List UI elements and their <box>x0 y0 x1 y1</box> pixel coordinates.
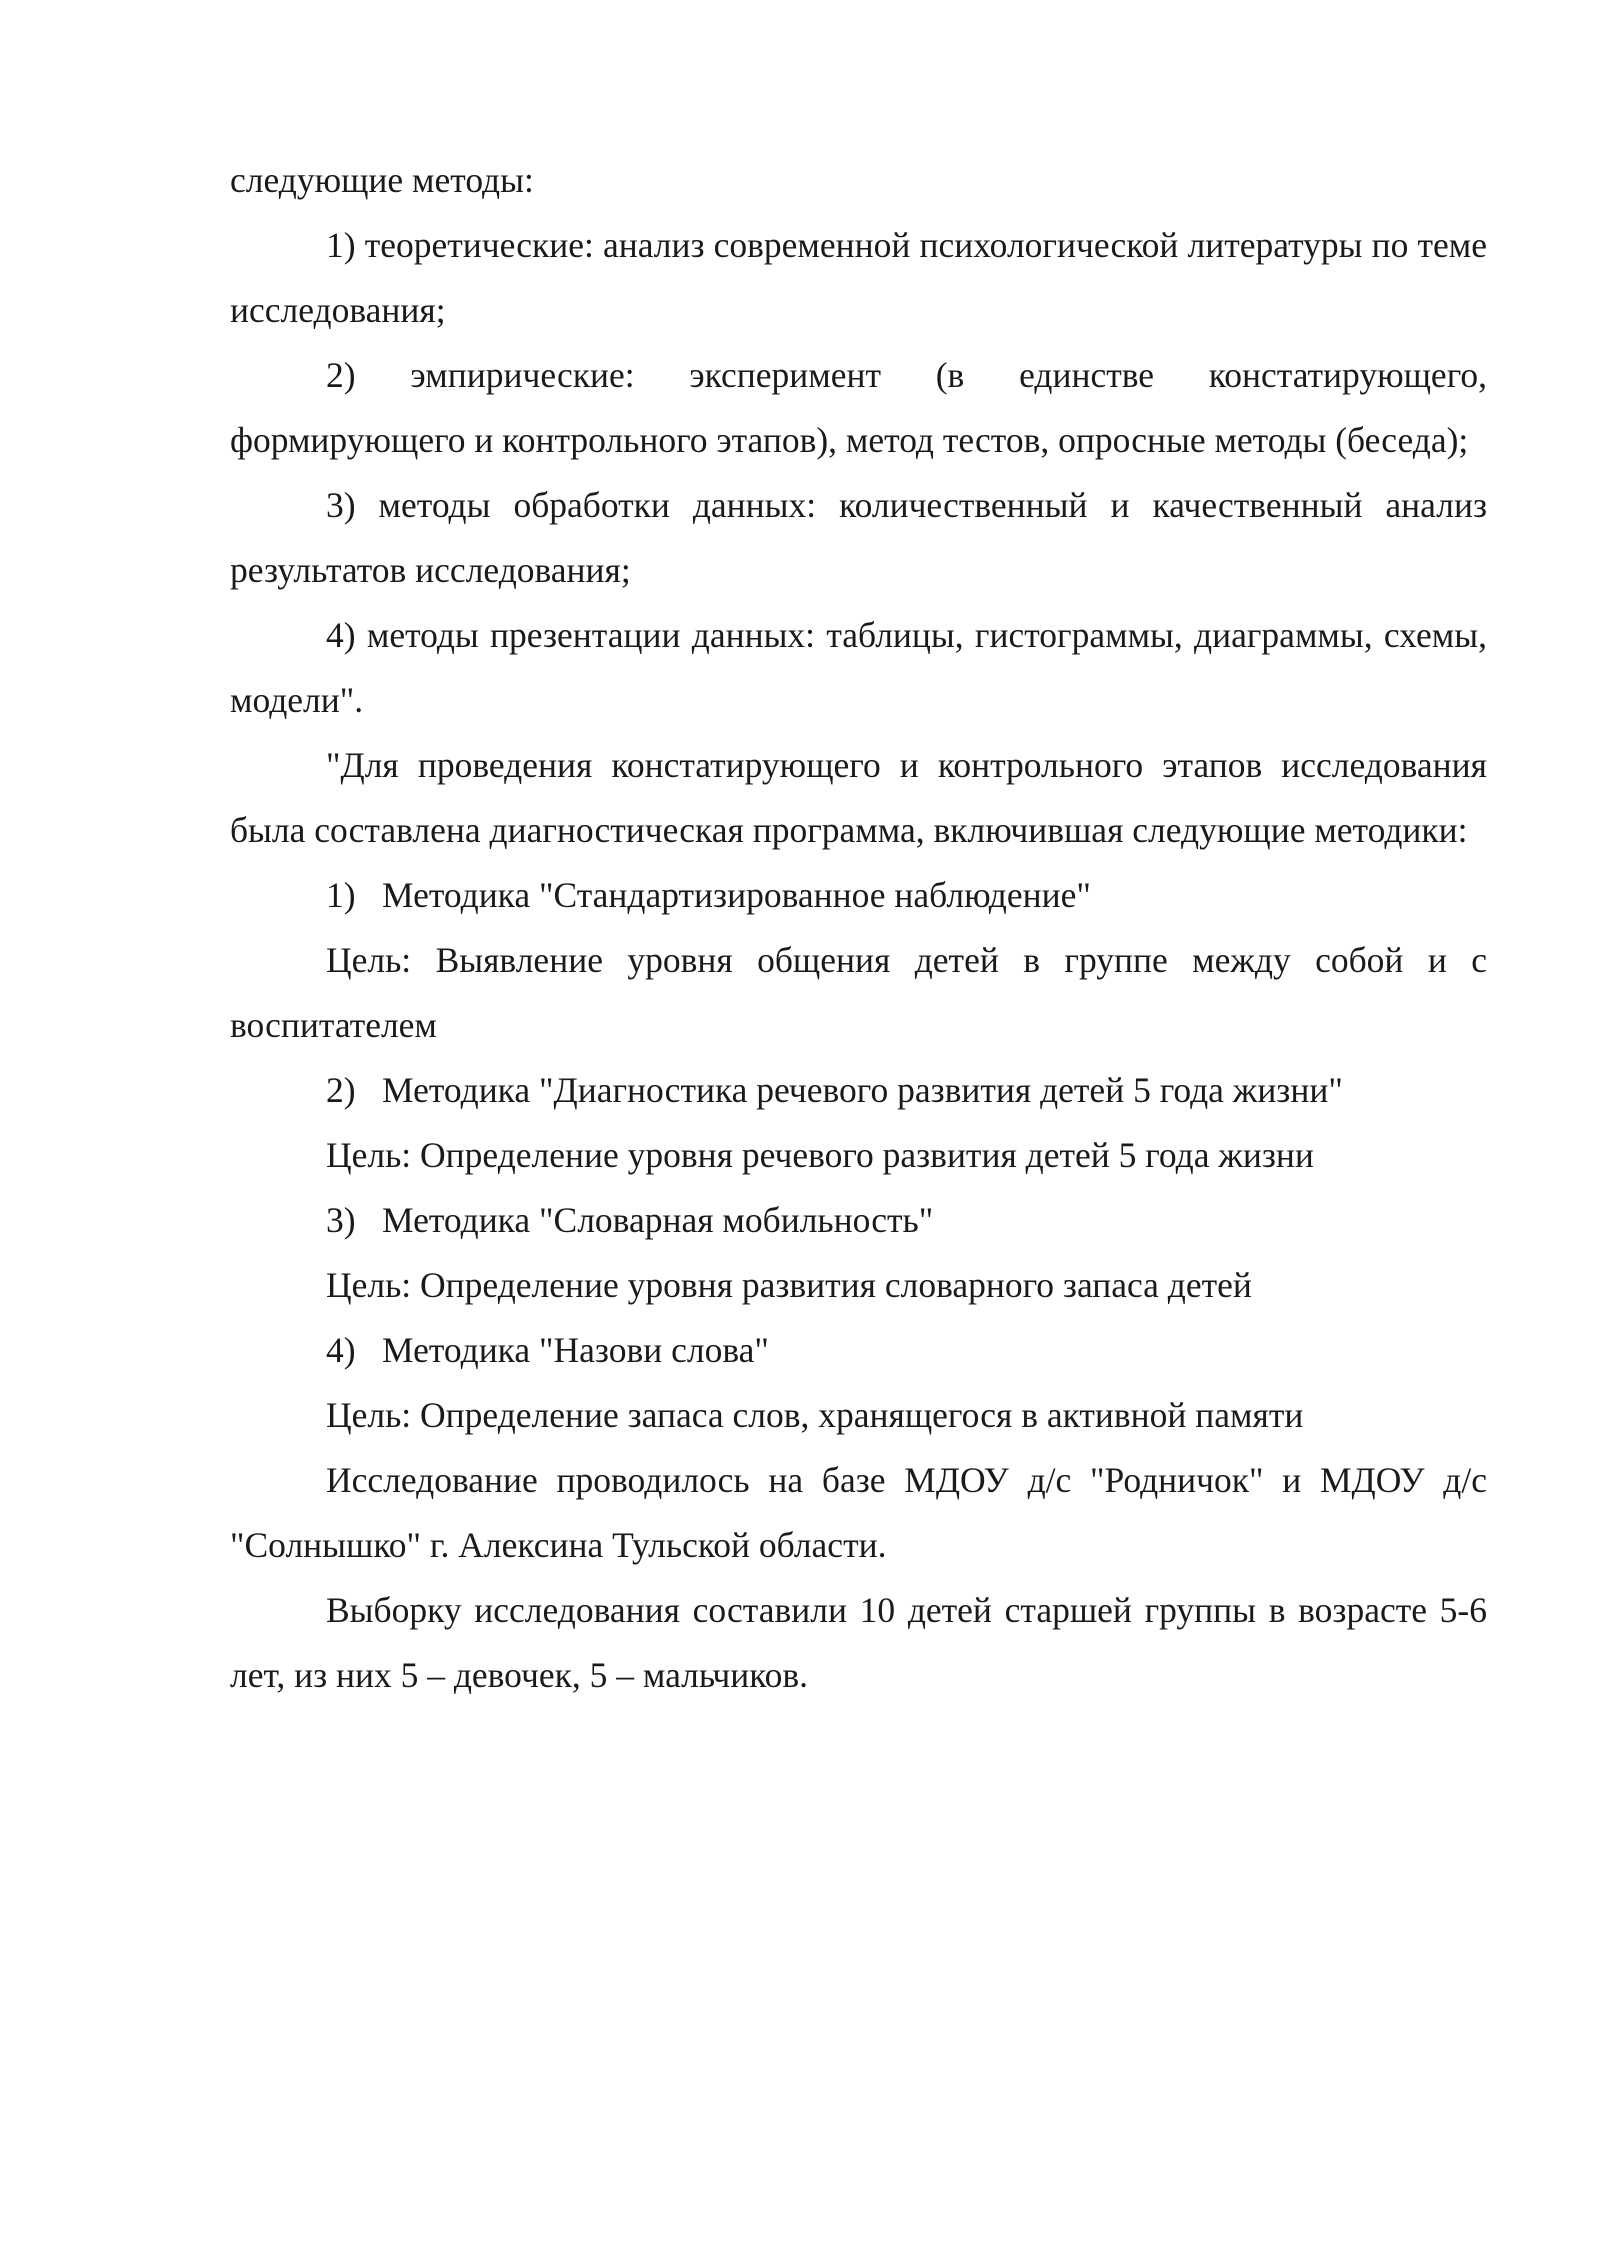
method-item-2 <box>230 1058 1487 1123</box>
method-item-1 <box>230 863 1487 928</box>
paragraph-methods-intro: следующие методы: <box>230 160 534 200</box>
paragraph-data-presentation-methods: 4) методы презентации данных: таблицы, гистограммы, диаграммы, схемы, модели". <box>230 615 1487 720</box>
paragraph-empirical-methods: 2) эмпирические: эксперимент (в единстве констатирующего, формирующего и контрольного этапов), метод тестов, опросные методы (беседа); <box>230 355 1487 460</box>
paragraph-theoretical-methods: 1) теоретические: анализ современной психологической литературы по теме исследования; <box>230 225 1487 330</box>
paragraph-diagnostic-program: "Для проведения констатирующего и контрольного этапов исследования была составлена диагностическая программа, включившая следующие методики: <box>230 745 1487 850</box>
method-goal-2: Цель: Определение уровня речевого развития детей 5 года жизни <box>326 1135 1314 1175</box>
method-item-3 <box>230 1188 1487 1253</box>
method-title: Методика "Стандартизированное наблюдение" <box>382 875 1091 915</box>
method-goal-1: Цель: Выявление уровня общения детей в группе между собой и с воспитателем <box>230 940 1487 1045</box>
method-title: Методика "Диагностика речевого развития детей 5 года жизни" <box>382 1070 1343 1110</box>
paragraph-research-sample: Выборку исследования составили 10 детей старшей группы в возрасте 5-6 лет, из них 5 – девочек, 5 – мальчиков. <box>230 1590 1487 1695</box>
paragraph-data-processing-methods: 3) методы обработки данных: количественный и качественный анализ результатов исследования; <box>230 485 1487 590</box>
method-number: 1) <box>326 875 356 915</box>
method-number: 4) <box>326 1330 356 1370</box>
method-number: 3) <box>326 1200 356 1240</box>
method-number: 2) <box>326 1070 356 1110</box>
method-goal-4: Цель: Определение запаса слов, хранящегося в активной памяти <box>326 1395 1304 1435</box>
document-body <box>230 148 1487 1708</box>
paragraph-research-base: Исследование проводилось на базе МДОУ д/с "Родничок" и МДОУ д/с "Солнышко" г. Алексина Тульской области. <box>230 1460 1487 1565</box>
method-goal-3: Цель: Определение уровня развития словарного запаса детей <box>326 1265 1252 1305</box>
method-item-4 <box>230 1318 1487 1383</box>
method-title: Методика "Словарная мобильность" <box>382 1200 934 1240</box>
method-title: Методика "Назови слова" <box>382 1330 769 1370</box>
